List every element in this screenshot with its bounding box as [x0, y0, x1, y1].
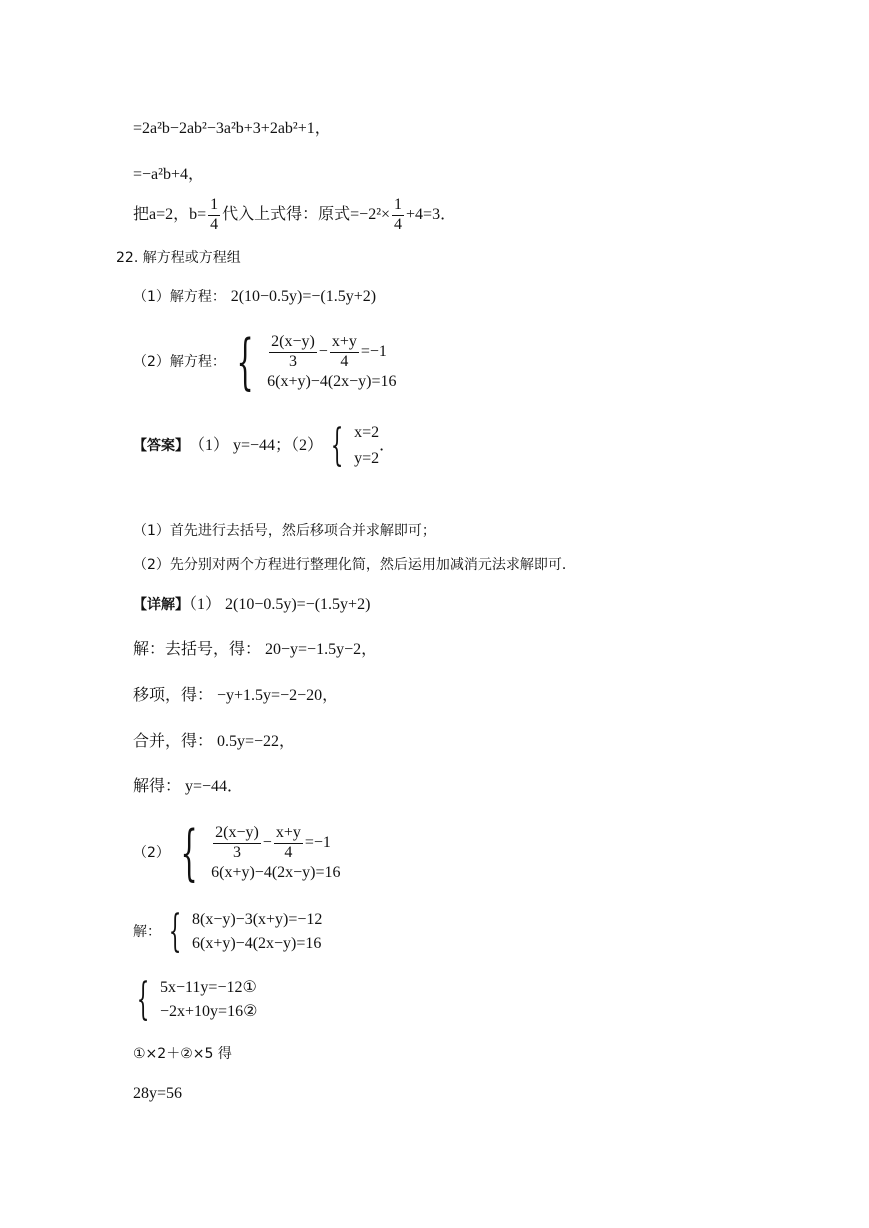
- left-brace: {: [180, 818, 198, 888]
- question-22-title: 22. 解方程或方程组: [116, 250, 241, 266]
- analysis-line-2: （2）先分别对两个方程进行整理化简，然后运用加减消元法求解即可．: [133, 557, 576, 573]
- combine-step: ①×2＋②×5 得: [133, 1046, 232, 1062]
- fraction-denominator: 4: [284, 843, 293, 861]
- system-rows: [267, 334, 396, 391]
- fraction-denominator: 4: [340, 352, 349, 370]
- system-rows: [160, 980, 257, 1020]
- fraction-numerator: 2(x−y): [215, 823, 259, 841]
- left-brace: {: [136, 974, 150, 1025]
- fraction-denominator: 4: [210, 215, 219, 233]
- substitution-middle: 代入上式得：原式=−2²×: [222, 206, 391, 224]
- answer-y: y=2: [354, 450, 380, 467]
- system-row-1: [211, 825, 340, 862]
- fraction-a: [269, 334, 317, 371]
- system-row-1-tail: =−1: [304, 834, 331, 851]
- question-2-label: （2）解方程：: [133, 354, 226, 370]
- question-2: [133, 327, 397, 397]
- fraction-a: [213, 825, 261, 862]
- part-2-system: [133, 818, 341, 888]
- simplified-row-2: −2x+10y=16②: [160, 1003, 258, 1020]
- answer-x: x=2: [354, 424, 380, 441]
- fraction-numerator: 1: [394, 196, 403, 213]
- step-3: 合并，得： 0.5y=−22，: [133, 733, 296, 750]
- simplified-row-1: 5x−11y=−12①: [160, 979, 257, 996]
- fraction-one-quarter-2: [392, 197, 404, 234]
- answer-line: [133, 420, 396, 471]
- solution-system: [133, 906, 323, 957]
- left-brace: {: [168, 906, 182, 957]
- step-2: 移项，得： −y+1.5y=−2−20，: [133, 687, 339, 704]
- detail-line-1: [133, 597, 370, 613]
- step-1: 解：去括号，得： 20−y=−1.5y−2，: [133, 641, 378, 658]
- equation-line-2: =−a²b+4，: [133, 166, 204, 183]
- question-1-equation: 2(10−0.5y)=−(1.5y+2): [230, 288, 377, 305]
- equation-line-1: =2a²b−2ab²−3a²b+3+2ab²+1，: [133, 120, 331, 137]
- equation-system: [170, 818, 341, 888]
- system-row-1: [267, 334, 396, 371]
- minus-sign: −: [262, 834, 272, 851]
- step-4: 解得： y=−44．: [133, 778, 244, 795]
- answer-system: [323, 420, 380, 471]
- system-row-1-tail: =−1: [360, 343, 387, 360]
- detail-label: 【详解】: [133, 597, 189, 613]
- system-row-2: 6(x+y)−4(2x−y)=16: [267, 373, 397, 391]
- equation-system: [129, 974, 258, 1025]
- solution-row-1: 8(x−y)−3(x+y)=−12: [192, 911, 323, 928]
- fraction-one-quarter: [208, 197, 220, 234]
- fraction-b: [274, 825, 303, 862]
- question-1-label: （1）解方程：: [133, 289, 226, 305]
- answer-end: ．: [379, 437, 396, 454]
- solution-row-2: 6(x+y)−4(2x−y)=16: [192, 935, 322, 952]
- equation-system: [226, 327, 397, 397]
- solution-label: 解：: [133, 924, 161, 940]
- fraction-numerator: 2(x−y): [271, 332, 315, 350]
- answer-label: 【答案】: [133, 438, 189, 454]
- system-rows: [192, 912, 322, 952]
- answer-rows: [354, 425, 379, 467]
- question-1: [133, 289, 376, 305]
- substitution-line: [133, 197, 456, 234]
- part-2-label: （2）: [133, 845, 170, 861]
- left-brace: {: [236, 327, 254, 397]
- minus-sign: −: [318, 343, 328, 360]
- system-row-2: 6(x+y)−4(2x−y)=16: [211, 864, 341, 882]
- fraction-b: [330, 334, 359, 371]
- left-brace: {: [330, 420, 344, 471]
- analysis-line-1: （1）首先进行去括号，然后移项合并求解即可；: [133, 523, 436, 539]
- system-rows: [211, 825, 340, 882]
- substitution-suffix: +4=3．: [406, 206, 457, 224]
- final-equation: 28y=56: [133, 1085, 183, 1102]
- simplified-system: [129, 974, 258, 1025]
- substitution-prefix: 把a=2，b=: [133, 206, 207, 224]
- equation-system: [161, 906, 323, 957]
- detail-equation: （1） 2(10−0.5y)=−(1.5y+2): [189, 596, 371, 613]
- answer-part-1: （1） y=−44；（2）: [189, 437, 324, 454]
- fraction-denominator: 3: [232, 843, 241, 861]
- fraction-denominator: 3: [288, 352, 297, 370]
- fraction-numerator: 1: [210, 196, 219, 213]
- fraction-numerator: x+y: [331, 332, 357, 350]
- fraction-denominator: 4: [394, 215, 403, 233]
- fraction-numerator: x+y: [275, 823, 301, 841]
